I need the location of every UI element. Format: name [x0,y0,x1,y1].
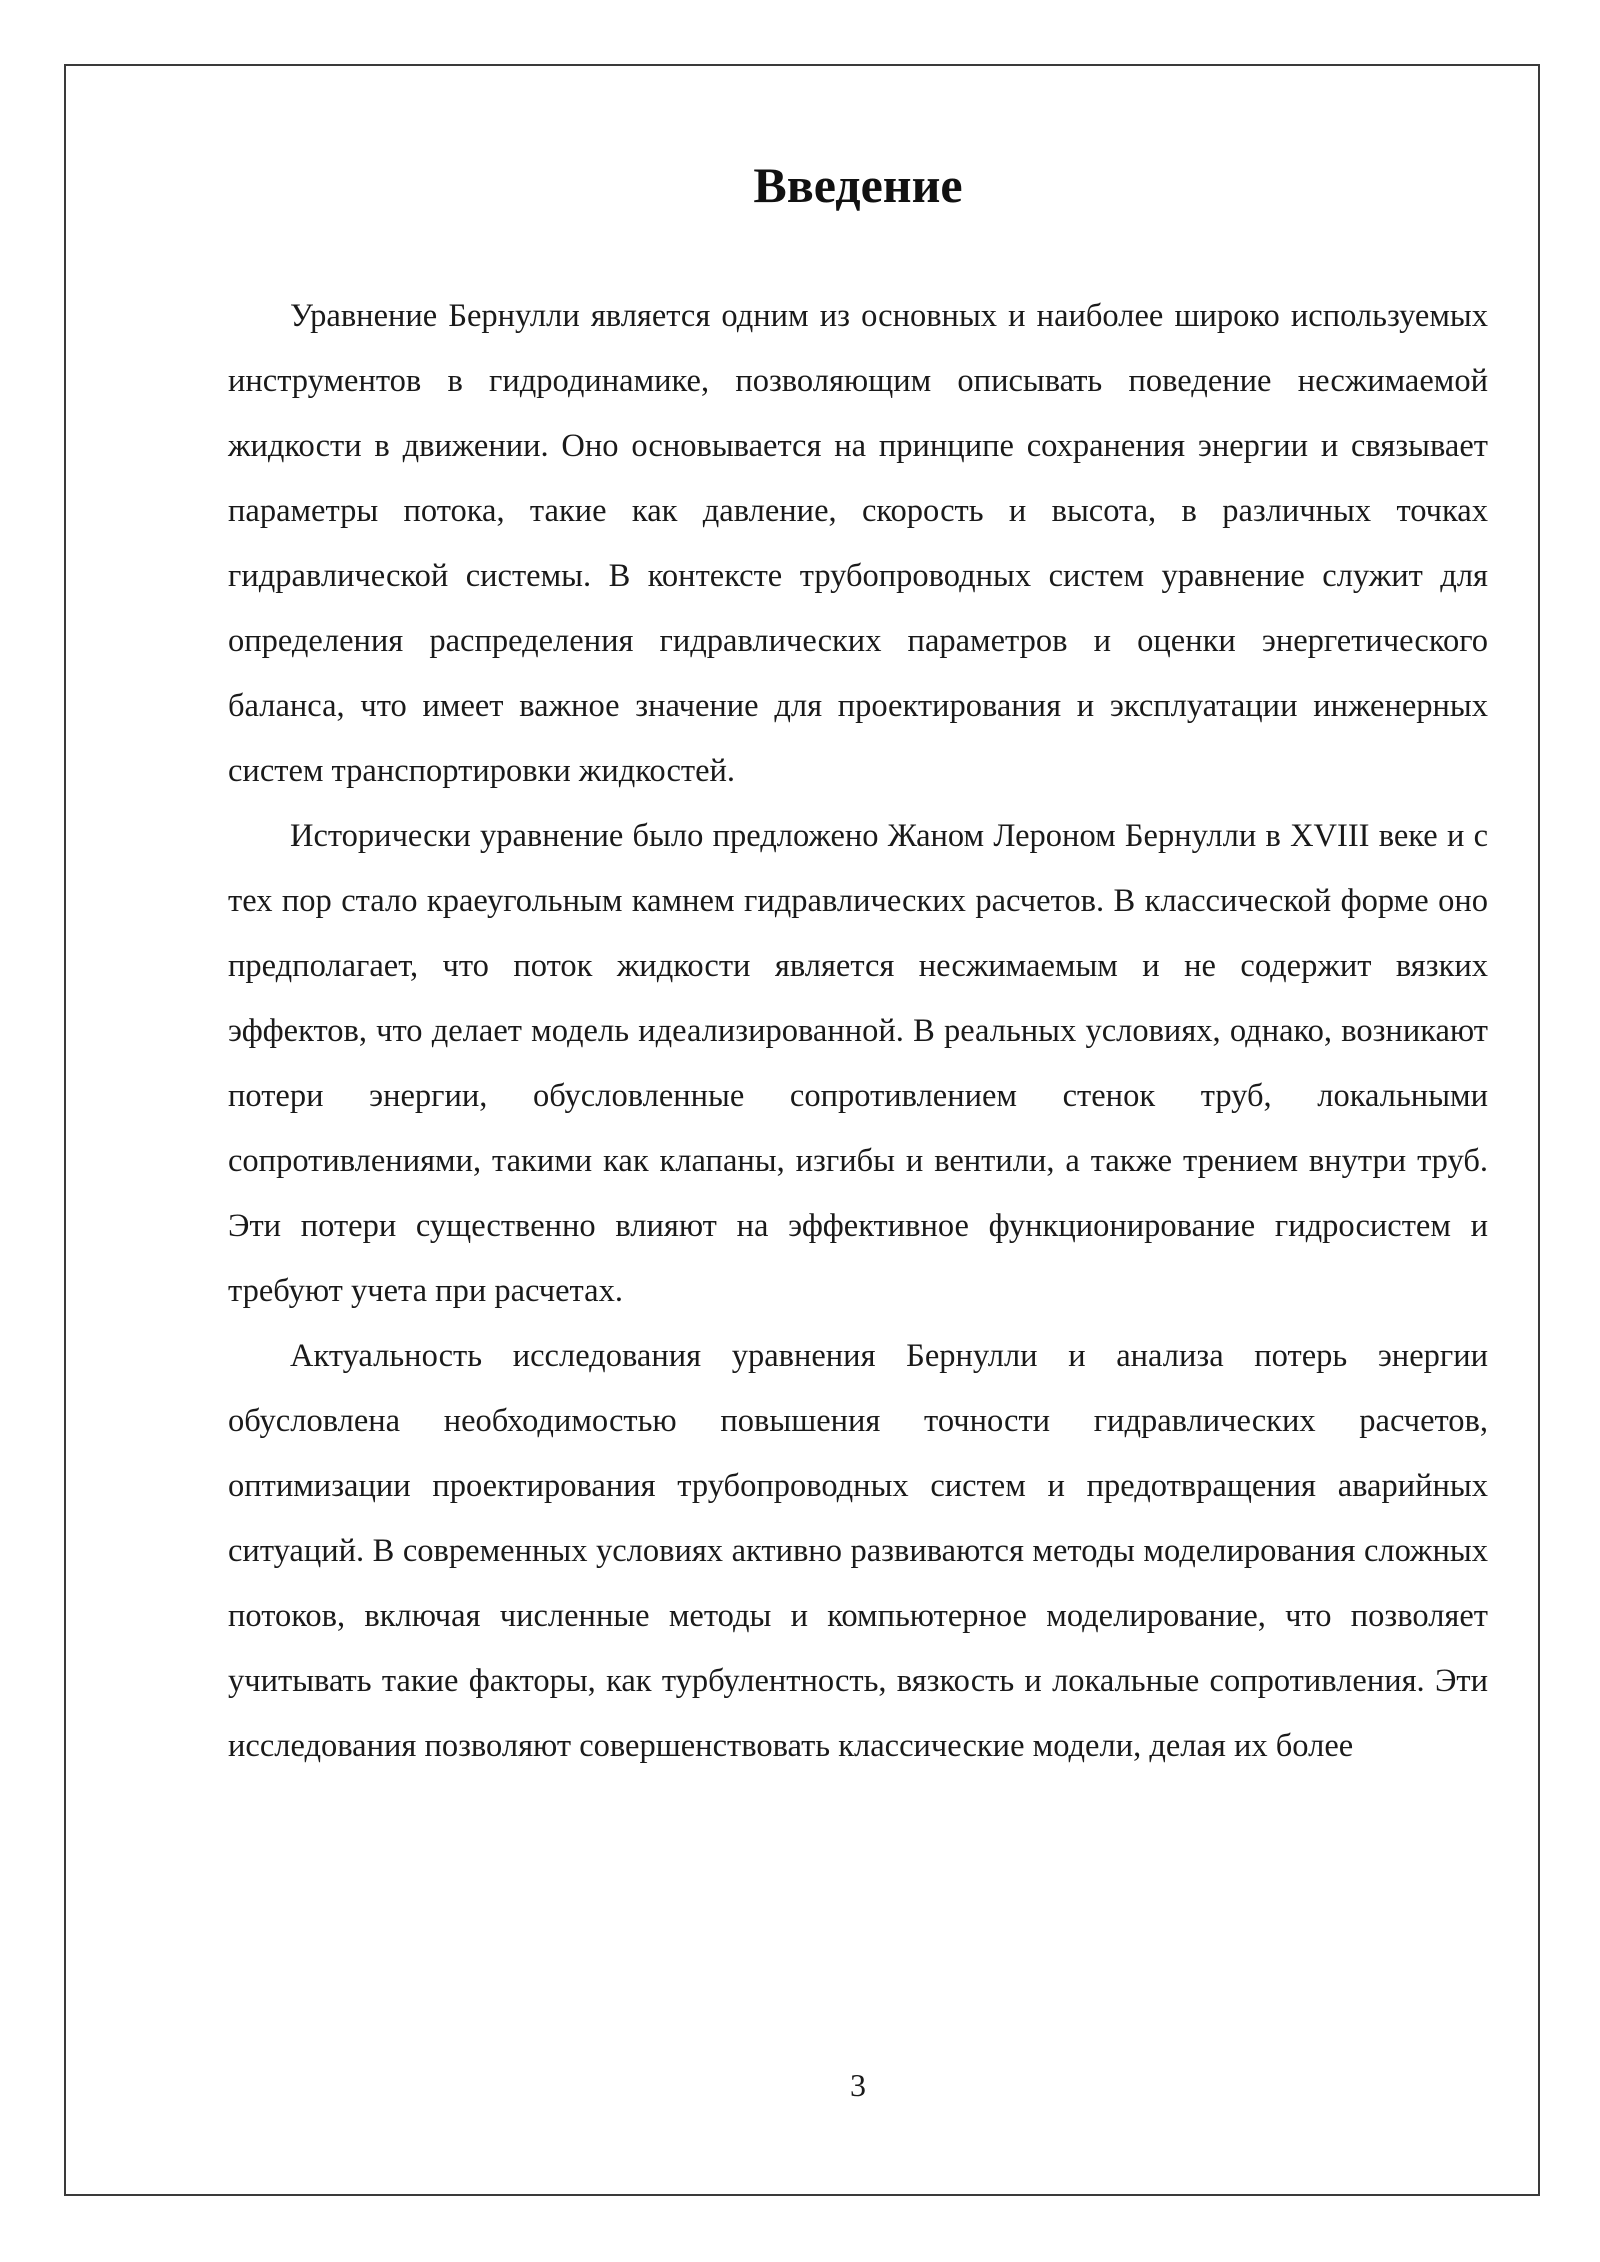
page-title: Введение [753,157,963,213]
body-text [228,284,1488,1779]
paragraph-3: Актуальность исследования уравнения Бернулли и анализа потерь энергии обусловлена необходимостью повышения точности гидравлических расчетов, оптимизации проектирования трубопроводных систем и предотвращения аварийных ситуаций. В современных условиях активно развиваются методы моделирования сложных потоков, включая численные методы и компьютерное моделирование, что позволяет учитывать такие факторы, как турбулентность, вязкость и локальные сопротивления. Эти исследования позволяют совершенствовать классические модели, делая их более [228,1338,1488,1764]
paragraph-2: Исторически уравнение было предложено Жаном Лероном Бернулли в XVIII веке и с тех пор стало краеугольным камнем гидравлических расчетов. В классической форме оно предполагает, что поток жидкости является несжимаемым и не содержит вязких эффектов, что делает модель идеализированной. В реальных условиях, однако, возникают потери энергии, обусловленные сопротивлением стенок труб, локальными сопротивлениями, такими как клапаны, изгибы и вентили, а также трением внутри труб. Эти потери существенно влияют на эффективное функционирование гидросистем и требуют учета при расчетах. [228,818,1488,1309]
page-number: 3 [850,2067,866,2103]
paragraph-1: Уравнение Бернулли является одним из основных и наиболее широко используемых инструментов в гидродинамике, позволяющим описывать поведение несжимаемой жидкости в движении. Оно основывается на принципе сохранения энергии и связывает параметры потока, такие как давление, скорость и высота, в различных точках гидравлической системы. В контексте трубопроводных систем уравнение служит для определения распределения гидравлических параметров и оценки энергетического баланса, что имеет важное значение для проектирования и эксплуатации инженерных систем транспортировки жидкостей. [228,298,1488,789]
